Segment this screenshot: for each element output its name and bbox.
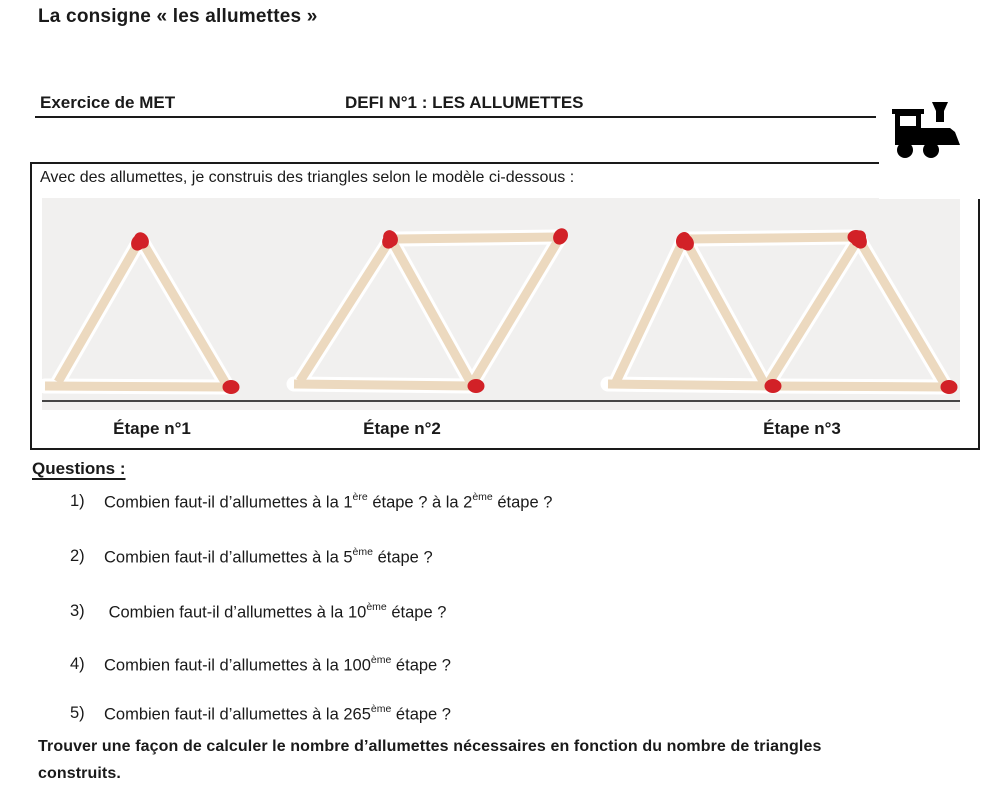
question-item-1 (0, 492, 1006, 516)
questions-heading: Questions : (32, 459, 126, 478)
instruction-text: Avec des allumettes, je construis des triangles selon le modèle ci-dessous : (40, 169, 575, 186)
question-text: Combien faut-il d’allumettes à la 265ème étape ? (104, 703, 451, 724)
question-number: 2) (70, 547, 85, 565)
question-item-4 (0, 655, 1006, 679)
caption-etape-1: Étape n°1 (113, 419, 191, 438)
header-defi-title: DEFI N°1 : LES ALLUMETTES (345, 93, 584, 112)
question-text: Combien faut-il d’allumettes à la 1ère étape ? à la 2ème étape ? (104, 491, 553, 512)
caption-etape-3: Étape n°3 (763, 419, 841, 438)
question-number: 5) (70, 704, 85, 722)
question-text: Combien faut-il d’allumettes à la 5ème étape ? (104, 546, 433, 567)
question-number: 4) (70, 655, 85, 673)
question-text: Combien faut-il d’allumettes à la 10ème étape ? (104, 601, 447, 622)
matchstick-model-photo (42, 198, 960, 410)
footer-line-2: construits. (38, 765, 121, 782)
question-number: 1) (70, 492, 85, 510)
header-rule (35, 116, 876, 118)
header-exercise-label: Exercice de MET (40, 93, 176, 112)
question-item-2 (0, 547, 1006, 571)
caption-etape-2: Étape n°2 (363, 419, 441, 438)
train-icon (892, 100, 962, 160)
footer-instruction (38, 733, 821, 787)
model-box (30, 162, 980, 450)
question-text: Combien faut-il d’allumettes à la 100ème étape ? (104, 654, 451, 675)
question-item-3 (0, 602, 1006, 626)
footer-line-1: Trouver une façon de calculer le nombre d’allumettes nécessaires en fonction du nombre de triangles (38, 738, 822, 755)
page-title: La consigne « les allumettes » (38, 6, 318, 27)
question-number: 3) (70, 602, 85, 620)
question-item-5 (0, 704, 1006, 728)
